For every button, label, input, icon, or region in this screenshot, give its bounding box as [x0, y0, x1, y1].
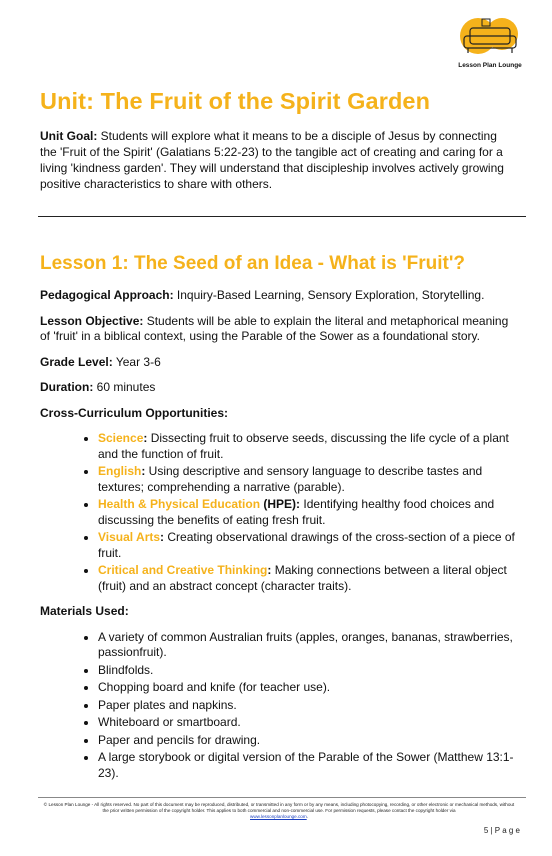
cross-curriculum-list	[40, 431, 518, 594]
section-divider	[38, 216, 526, 217]
subject-label: Critical and Creative Thinking	[98, 563, 268, 577]
subject-text: Using descriptive and sensory language to describe tastes and textures; comprehending a narrative (parable).	[98, 464, 483, 494]
unit-title: Unit: The Fruit of the Spirit Garden	[40, 88, 431, 114]
unit-goal	[40, 128, 516, 192]
list-item: • Blindfolds.	[98, 663, 518, 679]
lesson-objective	[40, 314, 518, 345]
subject-text: Creating observational drawings of the cross-section of a piece of fruit.	[98, 530, 515, 560]
duration-label: Duration:	[40, 380, 94, 394]
materials-heading: Materials Used:	[40, 604, 129, 618]
logo	[452, 14, 528, 72]
objective-text: Students will be able to explain the literal and metaphorical meaning of 'fruit' in a biblical context, using the Parable of the Sower as a foundational story.	[40, 313, 509, 343]
list-item: • Paper and pencils for drawing.	[98, 733, 518, 749]
list-item: • A large storybook or digital version of the Parable of the Sower (Matthew 13:1-23).	[98, 750, 518, 781]
list-item: • Whiteboard or smartboard.	[98, 715, 518, 731]
grade-level	[40, 355, 518, 371]
subject-label: Visual Arts	[98, 530, 161, 544]
list-item	[98, 497, 518, 528]
cross-curriculum-heading: Cross-Curriculum Opportunities:	[40, 405, 229, 420]
duration	[40, 380, 518, 396]
lesson-title: Lesson 1: The Seed of an Idea - What is 'Fruit'?	[40, 253, 465, 274]
copyright-text: © Lesson Plan Lounge - All rights reserved. No part of this document may be reproduced, distributed, or transmitted in any form or by any means, including photocopying, recording, or other electronic or mechanical methods, without the prior written permission of the copyright holder. This applies to both commercial and non-commercial use. For permission requests, please contact the copyright holder via	[43, 802, 515, 813]
grade-label: Grade Level:	[40, 354, 113, 369]
subject-label: Science	[98, 431, 144, 445]
footer-divider	[38, 797, 526, 798]
subject-suffix: (HPE):	[260, 497, 301, 511]
list-item	[98, 563, 518, 594]
logo-text: Lesson Plan Lounge	[458, 62, 522, 69]
duration-text: 60 minutes	[93, 380, 156, 394]
materials-list	[40, 630, 518, 782]
subject-label: Health & Physical Education	[98, 497, 261, 511]
approach-label: Pedagogical Approach:	[40, 288, 174, 302]
approach-text: Inquiry-Based Learning, Sensory Exploration, Storytelling.	[173, 288, 485, 302]
page-number: 5 | P a g e	[483, 826, 520, 835]
unit-goal-label: Unit Goal:	[40, 129, 98, 143]
objective-label: Lesson Objective:	[40, 313, 144, 328]
subject-suffix: :	[160, 530, 165, 544]
sofa-icon	[452, 14, 528, 62]
grade-text: Year 3-6	[112, 354, 161, 369]
subject-suffix: :	[143, 431, 148, 445]
list-item: • Paper plates and napkins.	[98, 698, 518, 714]
list-item	[98, 464, 518, 495]
subject-text: Dissecting fruit to observe seeds, discussing the life cycle of a plant and the function of fruit.	[98, 431, 509, 461]
footer-copyright: © Lesson Plan Lounge - All rights reserved. No part of this document may be reproduced, distributed, or transmitted in any form or by any means, including photocopying, recording, or other electronic or mechanical methods, without the prior written permission of the copyright holder. This applies to both commercial and non-commercial use. For permission requests, please contact the copyright holder via www.lessonplanlounge.com.	[43, 802, 515, 819]
list-item: • A variety of common Australian fruits (apples, oranges, bananas, strawberries, passionfruit).	[98, 630, 518, 661]
subject-suffix: :	[141, 464, 146, 478]
subject-text: Identifying healthy food choices and discussing the benefits of eating fresh fruit.	[98, 497, 495, 527]
list-item	[98, 431, 518, 462]
list-item	[98, 530, 518, 561]
subject-suffix: :	[267, 563, 272, 577]
unit-goal-text: Students will explore what it means to be a disciple of Jesus by connecting the 'Fruit of the Spirit' (Galatians 5:22-23) to the tangible act of creating and caring for a living 'kindness garden'. They will understand that discipleship involves actively growing positive characteristics to share with others.	[40, 129, 504, 191]
pedagogical-approach	[40, 288, 518, 304]
footer-link[interactable]: www.lessonplanlounge.com	[250, 814, 307, 819]
subject-text: Making connections between a literal object (fruit) and an abstract concept (character traits).	[98, 563, 507, 593]
lesson-body	[40, 288, 518, 791]
list-item: • Chopping board and knife (for teacher use).	[98, 680, 518, 696]
subject-label: English	[98, 464, 142, 478]
